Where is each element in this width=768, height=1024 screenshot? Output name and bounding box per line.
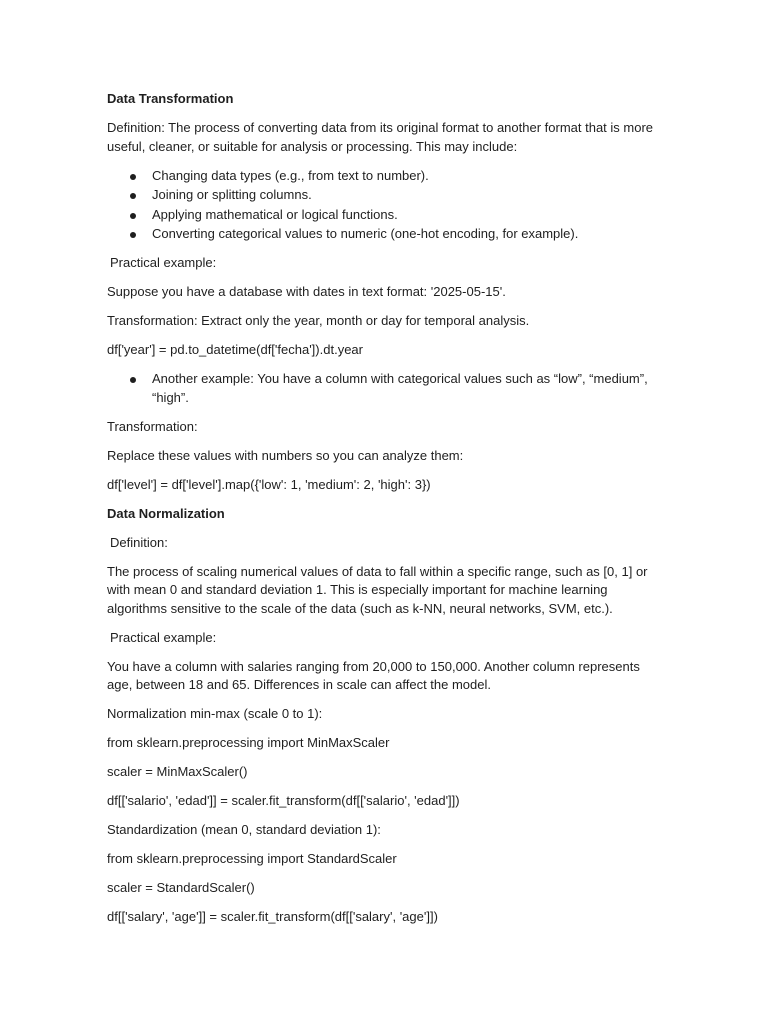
list-item: Joining or splitting columns. — [107, 186, 667, 205]
practical-example-label-2: Practical example: — [110, 629, 217, 645]
bullet-icon — [130, 193, 136, 199]
standardization-label: Standardization (mean 0, standard deviation 1): — [107, 822, 381, 837]
heading-data-normalization: Data Normalization — [107, 505, 225, 521]
list-item: Changing data types (e.g., from text to number). — [107, 167, 667, 186]
salaries-paragraph: You have a column with salaries ranging from 20,000 to 150,000. Another column represents age, between 18 and 65. Differences in scale can affect the model. — [107, 658, 640, 692]
document-page — [107, 90, 667, 937]
code-line-level: df['level'] = df['level'].map({'low': 1, 'medium': 2, 'high': 3}) — [107, 476, 431, 492]
definition-transformation: Definition: The process of converting data from its original format to another format that is more useful, cleaner, or suitable for analysis or processing. This may include: — [107, 120, 654, 154]
transformation-label: Transformation: — [107, 418, 198, 434]
replace-paragraph: Replace these values with numbers so you can analyze them: — [107, 447, 464, 463]
list-item: Converting categorical values to numeric (one-hot encoding, for example). — [107, 225, 667, 244]
transformation-extract-paragraph: Transformation: Extract only the year, month or day for temporal analysis. — [107, 313, 530, 328]
definition-normalization: The process of scaling numerical values of data to fall within a specific range, such as [0, 1] or with mean 0 and standard deviation 1. This is especially important for machine learning algorithms sensitive to the scale of the data (such as k-NN, neural networks, SVM, etc.). — [107, 563, 648, 616]
minmax-label: Normalization min-max (scale 0 to 1): — [107, 706, 323, 721]
practical-example-label: Practical example: — [110, 255, 217, 270]
bullet-icon — [130, 174, 136, 180]
bullet-icon — [130, 377, 136, 383]
bullet-icon — [130, 232, 136, 238]
list-item: Another example: You have a column with categorical values such as “low”, “medium”, “high”. — [107, 370, 667, 407]
transformation-bullet-list — [107, 167, 667, 244]
code-line-fit-minmax: df[['salario', 'edad']] = scaler.fit_transform(df[['salario', 'edad']]) — [107, 793, 460, 808]
suppose-paragraph: Suppose you have a database with dates in text format: '2025-05-15'. — [107, 284, 506, 299]
code-line-year: df['year'] = pd.to_datetime(df['fecha']).dt.year — [107, 342, 363, 357]
code-line-scaler-minmax: scaler = MinMaxScaler() — [107, 764, 248, 779]
bullet-icon — [130, 213, 136, 219]
list-item: Applying mathematical or logical functions. — [107, 206, 667, 225]
code-line-import-standard: from sklearn.preprocessing import StandardScaler — [107, 851, 397, 866]
code-line-import-minmax: from sklearn.preprocessing import MinMaxScaler — [107, 735, 390, 750]
heading-data-transformation: Data Transformation — [107, 91, 234, 106]
definition-label: Definition: — [110, 534, 168, 550]
another-example-list — [107, 370, 667, 407]
code-line-scaler-standard: scaler = StandardScaler() — [107, 880, 255, 895]
code-line-fit-standard: df[['salary', 'age']] = scaler.fit_transform(df[['salary', 'age']]) — [107, 909, 438, 924]
